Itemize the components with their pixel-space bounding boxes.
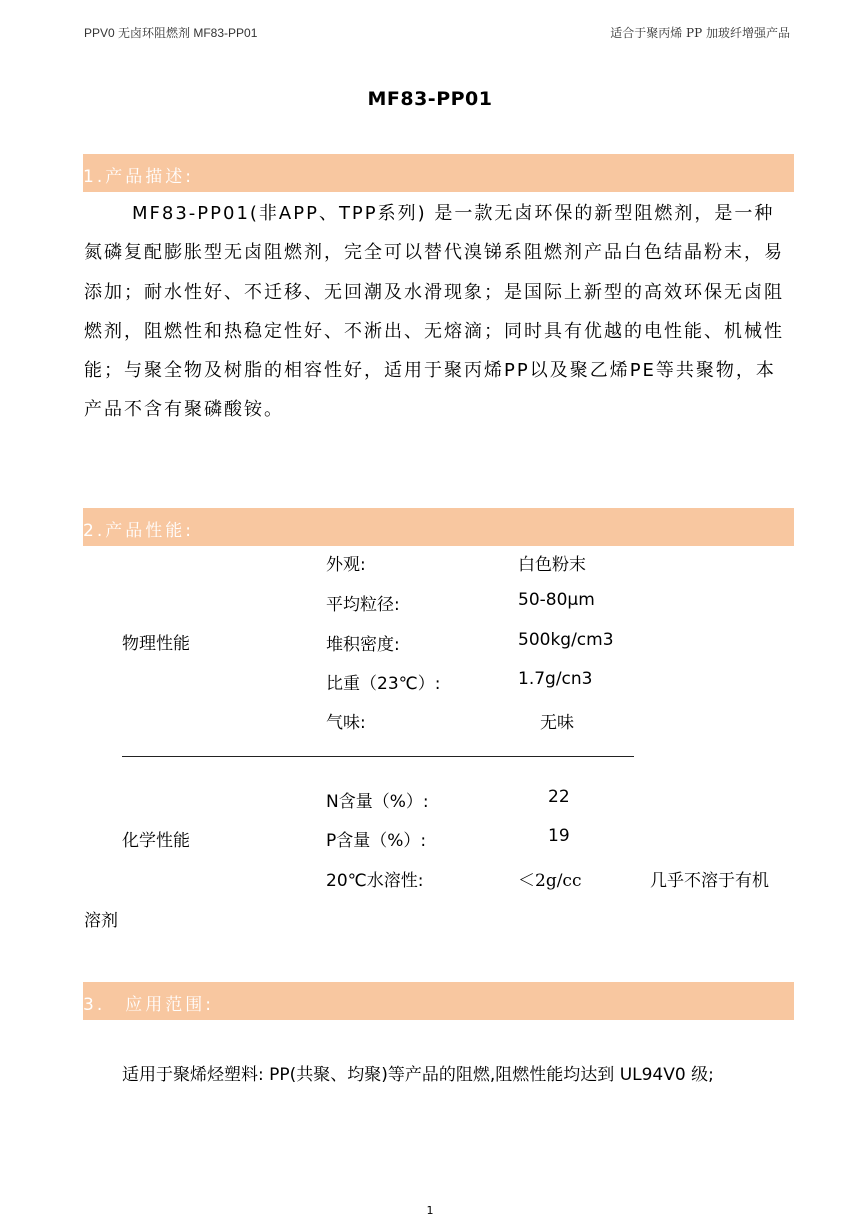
- section-2-heading: 2.产品性能:: [83, 521, 194, 541]
- section-2-heading-band: [83, 508, 794, 546]
- section-3-heading: 3. 应用范围:: [83, 995, 214, 1015]
- description-paragraph: MF83-PP01(非APP、TPP系列) 是一款无卤环保的新型阻燃剂，是一种氮磷复配膨胀型无卤阻燃剂，完全可以替代溴锑系阻燃剂产品白色结晶粉末，易添加；耐水性好、不迁移、无回潮及水滑现象；是国际上新型的高效环保无卤阻燃剂，阻燃性和热稳定性好、不淅出、无熔滴；同时具有优越的电性能、机械性能；与聚全物及树脂的相容性好，适用于聚丙烯PP以及聚乙烯PE等共聚物，本产品不含有聚磷酸铵。: [84, 203, 784, 421]
- page-number: 1: [426, 1204, 434, 1217]
- chemical-group-label: 化学性能: [122, 831, 190, 851]
- header-left-text: PPV0 无卤环阻燃剂 MF83-PP01: [84, 26, 258, 40]
- spec-value: 500kg/cm3: [518, 630, 614, 650]
- spec-value: 1.7g/cn3: [518, 669, 593, 689]
- spec-value: 白色粉末: [518, 555, 586, 575]
- spec-label: 气味:: [326, 713, 366, 733]
- spec-value: 22: [548, 787, 570, 807]
- section-1-heading-band: [83, 154, 794, 192]
- section-divider: [122, 756, 634, 757]
- spec-note: 几乎不溶于有机: [650, 871, 769, 891]
- spec-value: ＜2g/cc: [518, 871, 582, 891]
- section-3-heading-band: [83, 982, 794, 1020]
- spec-label: 比重（23℃）:: [326, 674, 441, 694]
- spec-label: 平均粒径:: [326, 595, 400, 615]
- spec-label: P含量（%）:: [326, 831, 427, 851]
- spec-value: 50-80μm: [518, 590, 595, 610]
- header-right-text: 适合于聚丙烯 PP 加玻纤增强产品: [610, 26, 790, 40]
- spec-note-continuation: 溶剂: [84, 911, 118, 931]
- section-1-heading: 1.产品描述:: [83, 167, 194, 187]
- spec-value: 无味: [540, 713, 574, 733]
- spec-label: 20℃水溶性:: [326, 871, 424, 891]
- spec-value: 19: [548, 826, 570, 846]
- application-paragraph: 适用于聚烯烃塑料: PP(共聚、均聚)等产品的阻燃,阻燃性能均达到 UL94V0 级;: [122, 1065, 714, 1085]
- document-title: MF83-PP01: [367, 88, 493, 110]
- spec-label: 外观:: [326, 555, 366, 575]
- spec-label: N含量（%）:: [326, 792, 429, 812]
- physical-group-label: 物理性能: [122, 634, 190, 654]
- spec-label: 堆积密度:: [326, 635, 400, 655]
